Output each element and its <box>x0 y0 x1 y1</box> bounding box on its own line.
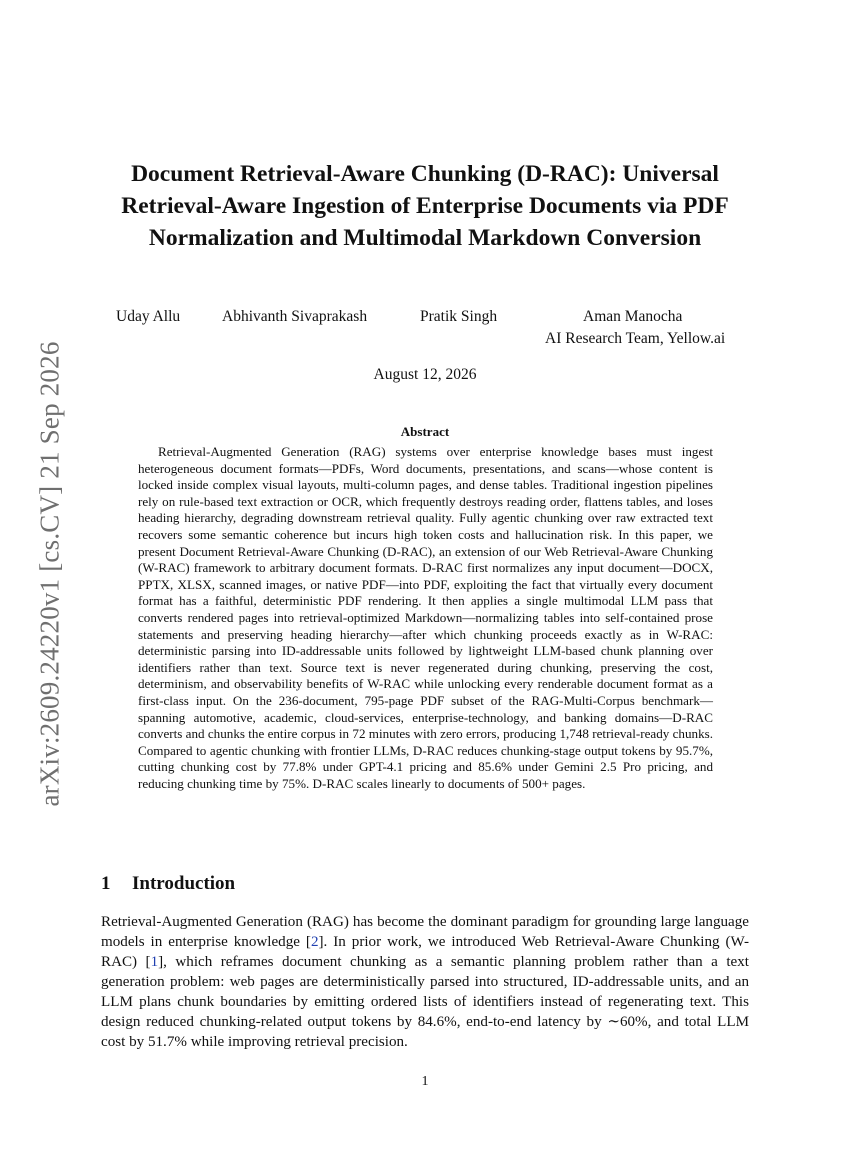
section-number: 1 <box>101 873 111 894</box>
section-heading <box>101 873 235 895</box>
author-4: Aman Manocha <box>583 308 683 325</box>
intro-text-1: Retrieval-Augmented Generation (RAG) has become the dominant paradigm for grounding large language models in enterprise knowledge [ <box>101 914 749 950</box>
citation-link-2[interactable]: 2 <box>310 934 319 950</box>
affiliation: AI Research Team, Yellow.ai <box>545 330 726 347</box>
arxiv-identifier-text: arXiv:2609.24220v1 [cs.CV] 21 Sep 2026 <box>34 341 65 807</box>
section-title: Introduction <box>132 873 236 894</box>
citation-link-1[interactable]: 1 <box>150 954 159 970</box>
arxiv-identifier <box>5 322 95 827</box>
intro-paragraph <box>101 912 749 1052</box>
author-3: Pratik Singh <box>420 308 498 325</box>
intro-text-2: ]. In prior work, we introduced Web Retrieval-Aware Chunking (W-RAC) [ <box>101 934 749 970</box>
page-number: 1 <box>421 1074 429 1089</box>
abstract-body: Retrieval-Augmented Generation (RAG) systems over enterprise knowledge bases must ingest heterogeneous document formats—PDFs, Word documents, presentations, and scans—whose content is locked inside complex visual layouts, multi-column pages, and dense tables. Traditional ingestion pipelines rely on rule-based text extraction or OCR, which frequently destroys reading order, flattens tables, and loses heading hierarchy, degrading downstream retrieval quality. Fully agentic chunking over raw extracted text recovers some semantic coherence but incurs high token costs and hallucination risk. In this paper, we present Document Retrieval-Aware Chunking (D-RAC), an extension of our Web Retrieval-Aware Chunking (W-RAC) framework to arbitrary document formats. D-RAC first normalizes any input document—DOCX, PPTX, XLSX, scanned images, or native PDF—into PDF, exploiting the fact that virtually every document format has a faithful, deterministic PDF rendering. It then applies a single multimodal LLM pass that converts rendered pages into retrieval-optimized Markdown—normalizing tables into self-contained prose statements and preserving heading hierarchy—after which chunking proceeds exactly as in W-RAC: deterministic parsing into ID-addressable units followed by lightweight LLM-based chunk planning over identifiers rather than text. Source text is never regenerated during chunking, preserving the cost, determinism, and observability benefits of W-RAC while unlocking every renderable document format as a first-class input. On the 236-document, 795-page PDF subset of the RAG-Multi-Corpus benchmark—spanning automotive, academic, cloud-services, enterprise-technology, and banking domains—D-RAC converts and chunks the entire corpus in 72 minutes with zero errors, producing 1,748 retrieval-ready chunks. Compared to agentic chunking with frontier LLMs, D-RAC reduces chunking-stage output tokens by 95.7%, cutting chunking cost by 77.8% under GPT-4.1 pricing and 85.6% under Gemini 2.5 Pro pricing, and reducing chunking time by 75%. D-RAC scales linearly to documents of 500+ pages. <box>138 444 713 791</box>
paper-title: Document Retrieval-Aware Chunking (D-RAC): Universal Retrieval-Aware Ingestion of Enterprise Documents via PDF Normalization and Multimodal Markdown Conversion <box>121 161 729 251</box>
author-2: Abhivanth Sivaprakash <box>222 308 368 325</box>
paper-date: August 12, 2026 <box>373 366 477 383</box>
intro-text-3: ], which reframes document chunking as a semantic planning problem rather than a text generation problem: web pages are deterministically parsed into structured, ID-addressable units, and an LLM plans chunk boundaries by emitting ordered lists of identifiers instead of regenerating text. This design reduced chunking-related output tokens by 84.6%, end-to-end latency by ∼60%, and total LLM cost by 51.7% while improving retrieval precision. <box>101 954 749 1050</box>
author-1: Uday Allu <box>116 308 181 325</box>
abstract-heading: Abstract <box>400 424 450 439</box>
